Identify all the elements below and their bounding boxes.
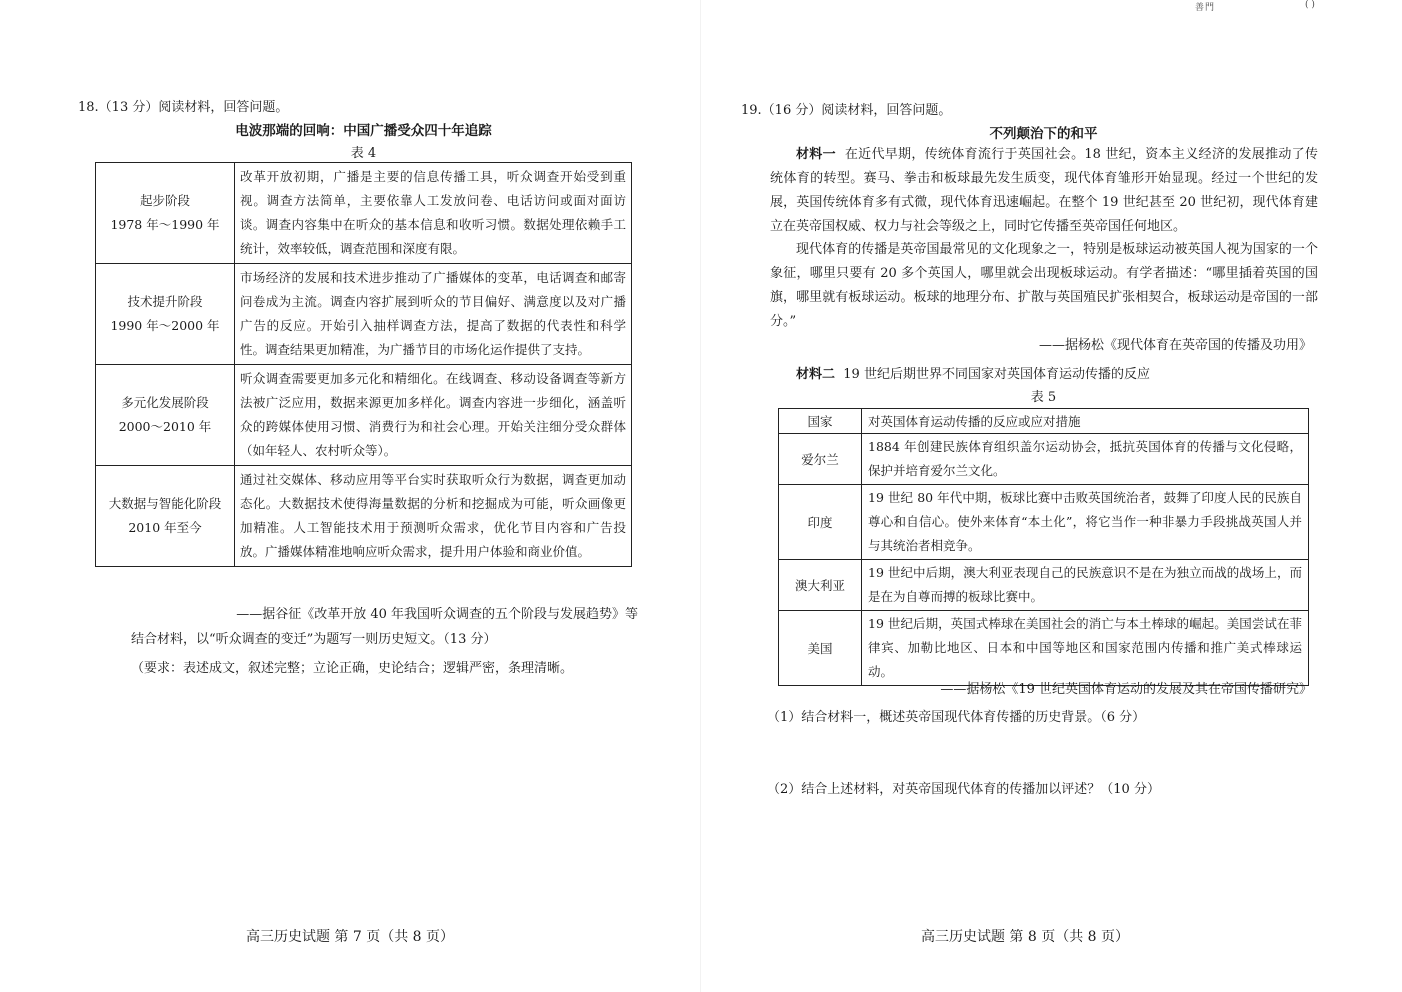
stage-years: 1978 年～1990 年 bbox=[110, 217, 220, 232]
source-citation-1: ——据杨松《现代体育在英帝国的传播及功用》 bbox=[1038, 338, 1312, 353]
survey-stages-table bbox=[95, 162, 632, 567]
left-page bbox=[0, 0, 700, 992]
material-1-para-1 bbox=[770, 143, 1318, 239]
material-title: 电波那端的回响：中国广播受众四十年追踪 bbox=[235, 123, 492, 139]
page-footer: 高三历史试题 第 8 页（共 8 页） bbox=[920, 929, 1130, 945]
page-footer: 高三历史试题 第 7 页（共 8 页） bbox=[245, 929, 455, 945]
stage-description: 通过社交媒体、移动应用等平台实时获取听众行为数据，调查更加动态化。大数据技术使得海量数据的分析和挖掘成为可能，听众画像更加精准。人工智能技术用于预测听众需求，优化节目内容和广告投放。广播媒体精准地响应听众需求，提升用户体验和商业价值。 bbox=[235, 466, 632, 567]
stage-name: 技术提升阶段 bbox=[127, 294, 203, 309]
stage-years: 2000～2010 年 bbox=[118, 419, 212, 434]
material-2-label: 材料二 bbox=[796, 367, 836, 382]
table-caption: 表 4 bbox=[350, 146, 377, 161]
question-19-heading: 19.（16 分）阅读材料，回答问题。 bbox=[741, 103, 952, 118]
header-country: 国家 bbox=[779, 409, 862, 434]
stage-cell bbox=[96, 466, 235, 567]
stage-description: 市场经济的发展和技术进步推动了广播媒体的变革，电话调查和邮寄问卷成为主流。调查内容扩展到听众的节目偏好、满意度以及对广播广告的反应。开始引入抽样调查方法，提高了数据的代表性和科学性。调查结果更加精准，为广播节目的市场化运作提供了支持。 bbox=[235, 264, 632, 365]
question-18-heading: 18.（13 分）阅读材料，回答问题。 bbox=[78, 100, 289, 115]
source-citation: ——据谷征《改革开放 40 年我国听众调查的五个阶段与发展趋势》等 bbox=[236, 607, 638, 622]
table-row bbox=[96, 264, 632, 365]
material-2-title: 19 世纪后期世界不同国家对英国体育运动传播的反应 bbox=[843, 367, 1150, 382]
material-1-text: 在近代早期，传统体育流行于英国社会。18 世纪，资本主义经济的发展推动了传统体育的转型。赛马、拳击和板球最先发生质变，现代体育雏形开始显现。经过一个世纪的发展，英国传统体育多有式微，现代体育迅速崛起。在整个 19 世纪甚至 20 世纪初，现代体育建立在英帝国权威、权力与社会等级之上，同时它传播至英帝国任何地区。 bbox=[770, 147, 1318, 234]
country-cell: 澳大利亚 bbox=[779, 560, 862, 611]
country-cell: 美国 bbox=[779, 611, 862, 686]
writing-requirement: （要求：表述成文，叙述完整；立论正确，史论结合；逻辑严密，条理清晰。 bbox=[131, 661, 574, 676]
material-1-label: 材料一 bbox=[796, 147, 836, 162]
country-cell: 印度 bbox=[779, 485, 862, 560]
country-cell: 爱尔兰 bbox=[779, 434, 862, 485]
reactions-table bbox=[778, 408, 1309, 686]
stage-name: 起步阶段 bbox=[139, 193, 190, 208]
stage-description: 改革开放初期，广播是主要的信息传播工具，听众调查开始受到重视。调查方法简单，主要依靠人工发放问卷、电话访问或面对面访谈。调查内容集中在听众的基本信息和收听习惯。数据处理依赖手工统计，效率较低，调查范围和深度有限。 bbox=[235, 163, 632, 264]
sub-question-2: （2）结合上述材料，对英帝国现代体育的传播加以评述？（10 分） bbox=[767, 782, 1160, 797]
stage-name: 大数据与智能化阶段 bbox=[108, 496, 222, 511]
table-row bbox=[96, 163, 632, 264]
stage-cell bbox=[96, 264, 235, 365]
table-header-row bbox=[779, 409, 1309, 434]
header-mark-right: ( ) bbox=[1305, 0, 1315, 10]
response-cell: 19 世纪后期，英国式棒球在美国社会的消亡与本土棒球的崛起。美国尝试在菲律宾、加勒比地区、日本和中国等地区和国家范围内传播和推广美式棒球运动。 bbox=[862, 611, 1309, 686]
table-row bbox=[779, 611, 1309, 686]
table-row bbox=[779, 560, 1309, 611]
writing-instruction: 结合材料，以“听众调查的变迁”为题写一则历史短文。（13 分） bbox=[131, 632, 497, 647]
response-cell: 1884 年创建民族体育组织盖尔运动协会，抵抗英国体育的传播与文化侵略，保护并培育爱尔兰文化。 bbox=[862, 434, 1309, 485]
material-title: 不列颠治下的和平 bbox=[989, 126, 1098, 142]
stage-cell bbox=[96, 365, 235, 466]
response-cell: 19 世纪 80 年代中期，板球比赛中击败英国统治者，鼓舞了印度人民的民族自尊心和自信心。使外来体育“本土化”，将它当作一种非暴力手段挑战英国人并与其统治者相竞争。 bbox=[862, 485, 1309, 560]
material-1-para-2: 现代体育的传播是英帝国最常见的文化现象之一，特别是板球运动被英国人视为国家的一个象征，哪里只要有 20 多个英国人，哪里就会出现板球运动。有学者描述：“哪里插着英国的国旗，哪里就有板球运动。板球的地理分布、扩散与英国殖民扩张相契合，板球运动是帝国的一部分。” bbox=[770, 242, 1318, 329]
table-row bbox=[779, 485, 1309, 560]
stage-name: 多元化发展阶段 bbox=[121, 395, 209, 410]
stage-cell bbox=[96, 163, 235, 264]
stage-years: 2010 年至今 bbox=[128, 520, 202, 535]
stage-years: 1990 年～2000 年 bbox=[110, 318, 220, 333]
source-citation-2: ——据杨松《19 世纪英国体育运动的发展及其在帝国传播研究》 bbox=[940, 682, 1312, 697]
table-row bbox=[779, 434, 1309, 485]
response-cell: 19 世纪中后期，澳大利亚表现自己的民族意识不是在为独立而战的战场上，而是在为自尊而搏的板球比赛中。 bbox=[862, 560, 1309, 611]
header-response: 对英国体育运动传播的反应或应对措施 bbox=[862, 409, 1309, 434]
stage-description: 听众调查需要更加多元化和精细化。在线调查、移动设备调查等新方法被广泛应用，数据来源更加多样化。调查内容进一步细化，涵盖听众的跨媒体使用习惯、消费行为和社会心理。开始关注细分受众群体（如年轻人、农村听众等）。 bbox=[235, 365, 632, 466]
table-row bbox=[96, 365, 632, 466]
table-row bbox=[96, 466, 632, 567]
table-caption: 表 5 bbox=[1030, 390, 1057, 405]
sub-question-1: （1）结合材料一，概述英帝国现代体育传播的历史背景。（6 分） bbox=[767, 710, 1146, 725]
header-mark: 善門 bbox=[1195, 3, 1216, 13]
